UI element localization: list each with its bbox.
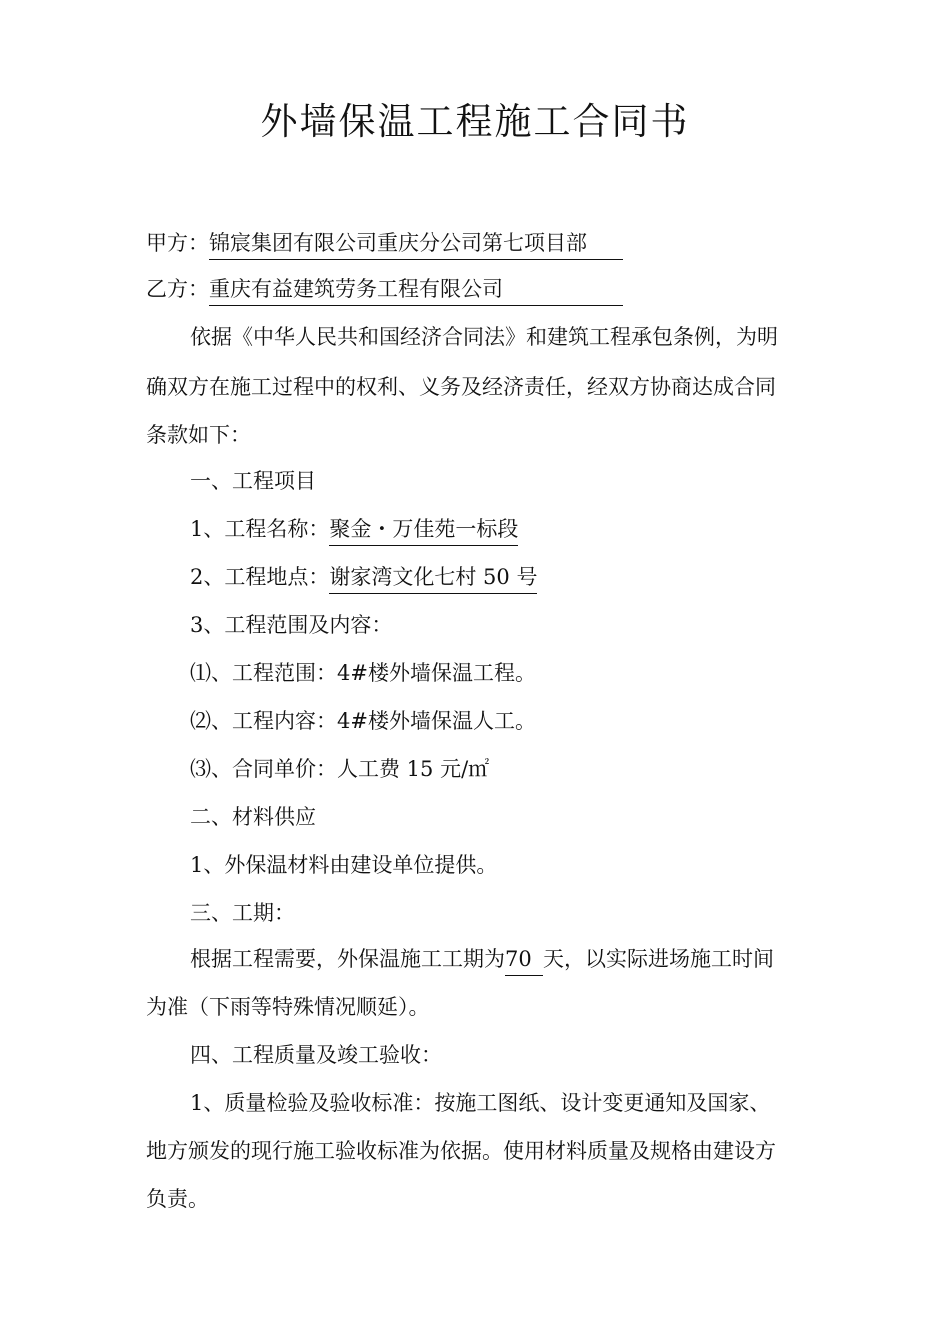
project-site-value: 谢家湾文化七村 50 号 xyxy=(329,563,537,594)
schedule-days: 70 xyxy=(505,945,543,976)
scope-item: ⑴、工程范围：4#楼外墙保温工程。 xyxy=(190,661,536,685)
party-b-label: 乙方： xyxy=(146,277,209,301)
project-site-line xyxy=(190,562,860,594)
schedule-line-1 xyxy=(190,944,860,976)
intro-line-2: 确双方在施工过程中的权利、义务及经济责任，经双方协商达成合同 xyxy=(146,375,776,399)
intro-line-3: 条款如下： xyxy=(146,423,251,447)
party-a-label: 甲方： xyxy=(146,231,209,255)
content-item: ⑵、工程内容：4#楼外墙保温人工。 xyxy=(190,709,536,733)
materials-item: 1、外保温材料由建设单位提供。 xyxy=(190,853,498,877)
party-b-line xyxy=(146,274,816,306)
schedule-line-2: 为准（下雨等特殊情况顺延）。 xyxy=(146,995,430,1019)
quality-line-1: 1、质量检验及验收标准：按施工图纸、设计变更通知及国家、 xyxy=(190,1091,771,1115)
quality-line-3: 负责。 xyxy=(146,1187,209,1211)
project-name-label: 1、工程名称： xyxy=(190,517,330,541)
party-a-value: 锦宸集团有限公司重庆分公司第七项目部 xyxy=(209,229,623,260)
schedule-text-before: 根据工程需要，外保温施工工期为 xyxy=(190,947,505,971)
section-1-heading: 一、工程项目 xyxy=(190,469,316,493)
section-2-heading: 二、材料供应 xyxy=(190,805,316,829)
quality-line-2: 地方颁发的现行施工验收标准为依据。使用材料质量及规格由建设方 xyxy=(146,1139,776,1163)
party-b-value: 重庆有益建筑劳务工程有限公司 xyxy=(209,275,623,306)
document-title: 外墙保温工程施工合同书 xyxy=(260,100,690,143)
intro-line-1: 依据《中华人民共和国经济合同法》和建筑工程承包条例，为明 xyxy=(190,325,778,349)
project-name-line xyxy=(190,514,860,546)
scope-heading: 3、工程范围及内容： xyxy=(190,613,393,637)
section-3-heading: 三、工期： xyxy=(190,901,295,925)
section-4-heading: 四、工程质量及竣工验收： xyxy=(190,1043,442,1067)
project-site-label: 2、工程地点： xyxy=(190,565,330,589)
price-item: ⑶、合同单价：人工费 15 元/㎡ xyxy=(190,757,490,781)
party-a-line xyxy=(146,228,816,260)
project-name-value: 聚金・万佳苑一标段 xyxy=(329,515,518,546)
schedule-text-after: 天，以实际进场施工时间 xyxy=(543,947,774,971)
